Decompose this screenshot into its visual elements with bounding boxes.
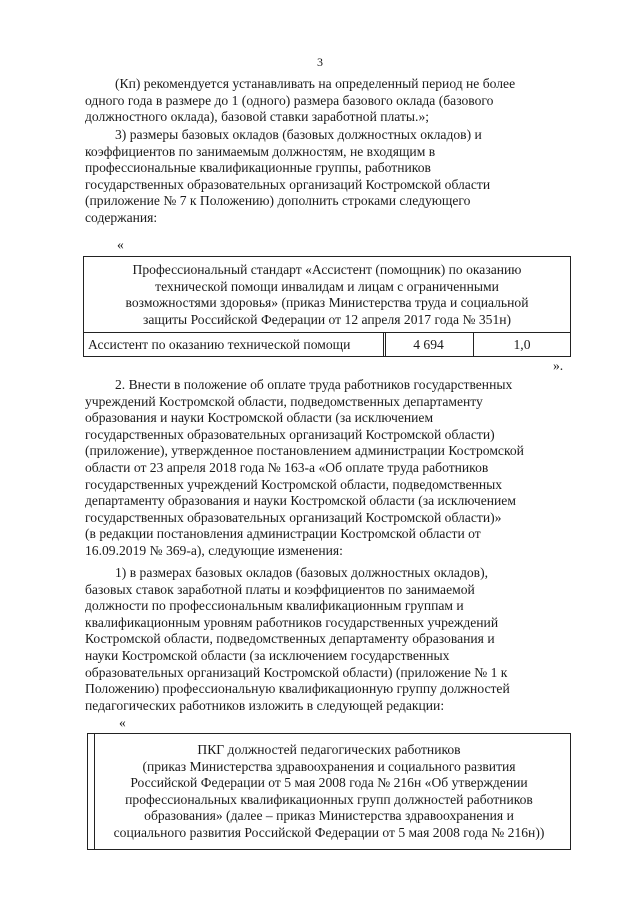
text-line: образования и науки Костромской области (за исключением [85,410,434,426]
table-line: (приказ Министерства здравоохранения и социального развития [142,758,516,774]
text-line: базовых ставок заработной платы и коэффициентов по занимаемой [85,581,475,597]
paragraph-2 [85,377,569,560]
text-line: государственных образовательных организаций Костромской области [85,176,491,192]
text-line: 2. Внести в положение об оплате труда работников государственных [115,377,513,392]
text-line: государственных учреждений Костромской области, подведомственных [85,476,503,492]
table-header-line: возможностями здоровья» (приказ Министерства труда и социальной [125,295,529,310]
table-header [84,257,570,333]
page-number: 3 [317,55,323,69]
table-line: профессиональных квалификационных групп должностей работников [125,791,533,807]
table-left-border [94,734,95,849]
table-header-line: технической помощи инвалидам и лицам с ограниченными [155,278,499,294]
text-line: образовательных организаций Костромской области) (приложение № 1 к [85,664,508,680]
position-cell: Ассистент по оказанию технической помощи [84,333,384,357]
salary-cell: 4 694 [384,333,474,357]
table-line: ПКГ должностей педагогических работников [197,742,461,757]
table-line: социального развития Российской Федерации от 5 мая 2008 года № 216н)) [113,824,545,840]
text-line: государственных образовательных организаций Костромской области)» [85,509,502,525]
opening-quote: « [119,715,126,730]
text-line: содержания: [85,209,158,225]
text-line: 16.09.2019 № 369-а), следующие изменения: [85,542,343,558]
paragraph-kp [85,76,569,126]
table-line: образования» (далее – приказ Министерства здравоохранения и [144,808,514,823]
paragraph-3 [85,127,569,227]
table-header-line: защиты Российской Федерации от 12 апреля 2017 года № 351н) [142,311,512,327]
text-line: (приложение), утвержденное постановлением администрации Костромской [85,443,524,459]
text-line: учреждений Костромской области, подведомственных департаменту [85,393,483,409]
text-line: квалификационным уровням работников государственных учреждений [85,614,499,630]
table-additional-position [83,256,571,357]
table-row [84,333,570,357]
closing-quote: ». [553,358,564,373]
text-line: профессиональные квалификационные группы, работников [85,160,431,176]
text-line: области от 23 апреля 2018 года № 163-а «Об оплате труда работников [85,459,489,475]
coefficient-cell: 1,0 [513,337,531,352]
text-line: должностного оклада), базовой ставки заработной платы.»; [85,109,430,125]
table-header-line: Профессиональный стандарт «Ассистент (помощник) по оказанию [132,262,522,277]
table-pkg-pedagogical [87,733,571,850]
text-line: (приложение № 7 к Положению) дополнить строками следующего [85,193,471,209]
text-line: Положению) профессиональную квалификационную группу должностей [85,681,510,697]
text-line: педагогических работников изложить в следующей редакции: [85,697,445,713]
table-line: Российской Федерации от 5 мая 2008 года № 216н «Об утверждении [130,775,528,790]
text-line: 1) в размерах базовых окладов (базовых должностных окладов), [115,565,489,580]
text-line: коэффициентов по занимаемым должностям, не входящим в [85,143,436,159]
text-line: (Кп) рекомендуется устанавливать на определенный период не более [115,76,516,91]
text-line: Костромской области, подведомственных департаменту образования и [85,631,495,647]
text-line: (в редакции постановления администрации Костромской области от [85,526,481,542]
text-line: науки Костромской области (за исключением государственных [85,647,450,663]
paragraph-2-1 [85,565,569,714]
opening-quote: « [117,237,124,252]
text-line: государственных образовательных организаций Костромской области) [85,426,495,442]
text-line: должности по профессиональным квалификационным группам и [85,598,464,614]
text-line: 3) размеры базовых окладов (базовых должностных окладов) и [115,127,482,142]
text-line: одного года в размере до 1 (одного) размера базового оклада (базового [85,92,494,108]
text-line: департаменту образования и науки Костромской области (за исключением [85,493,516,509]
